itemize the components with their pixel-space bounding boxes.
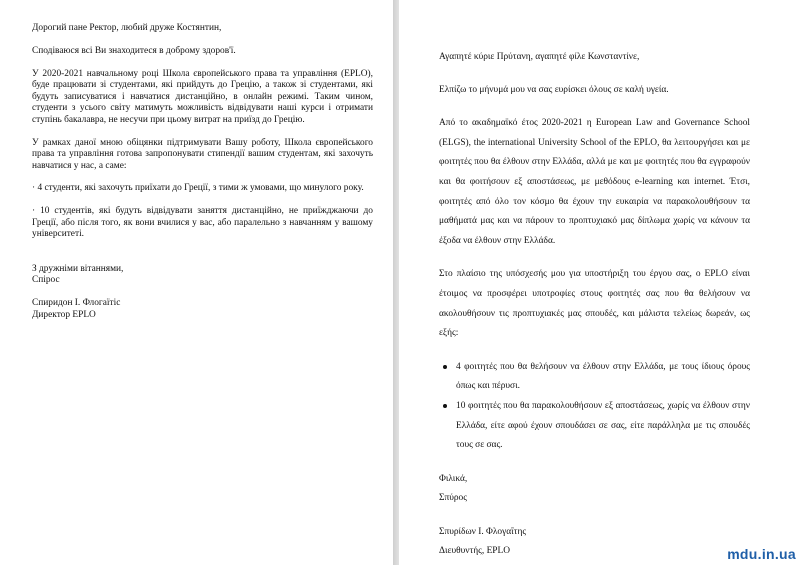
site-watermark: mdu.in.ua — [727, 546, 796, 562]
letter-title: Директор EPLO — [32, 309, 96, 320]
list-item-text: 4 φοιτητές που θα θελήσουν να έλθουν στην Ελλάδα, με τους ίδιους όρους όπως και πέρυσι. — [456, 361, 750, 392]
scholarship-list — [439, 358, 750, 456]
letter-wish-greek: Ελπίζω το μήνυμά μου να σας ευρίσκει όλους σε καλή υγεία. — [439, 84, 669, 95]
letter-greeting-greek: Αγαπητέ κύριε Πρύτανη, αγαπητέ φίλε Κωνσταντίνε, — [439, 52, 640, 62]
greek-letter-page — [399, 0, 800, 565]
letter-full-name-greek: Σπυρίδων Ι. Φλογαΐτης — [439, 526, 527, 537]
letter-wish: Сподіваюся всі Ви знаходитеся в доброму здоров'ї. — [32, 46, 236, 57]
letter-paragraph-2-greek: Στο πλαίσιο της υπόσχεσής μου για υποστήριξη του έργου σας, ο EPLO είναι έτοιμος να προσφέρει υποτροφίες στους φοιτητές σας που θα θελήσουν να ακολουθήσουν τις προπτυχιακές μας σπουδές, και μάλιστα τελείως δωρεάν, ως εξής: — [439, 269, 750, 339]
letter-full-name: Спиридон І. Флогаїтіс — [32, 298, 121, 309]
letter-paragraph-1-greek: Από το ακαδημαϊκό έτος 2020-2021 η European Law and Governance School (ELGS), the international University School of the EPLO, θα λειτουργήσει και με φοιτητές που θα έλθουν στην Ελλάδα, αλλά με και με φοιτητές που θα εγγραφούν και θα φοιτήσουν εξ αποστάσεως, με μεθόδους e-learning και internet. Έτσι, φοιτητές από όλο τον κόσμο θα έχουν την ευκαιρία να παρακολουθήσουν τα μαθήματά μας και να πάρουν το προπτυχιακό μας δίπλωμα χωρίς να κάνουν τα έξοδα να έλθουν στην Ελλάδα. — [439, 118, 750, 246]
letter-title-greek: Διευθυντής, EPLO — [439, 546, 511, 557]
letter-item-1: · 4 студенти, які захочуть приїхати до Греції, з тими ж умовами, що минулого року. — [32, 183, 364, 194]
list-item — [439, 358, 750, 397]
letter-closing-greek: Φιλικά, — [439, 473, 468, 484]
letter-closing: З дружніми вітаннями, — [32, 263, 124, 274]
letter-signature-block — [32, 298, 373, 321]
ukrainian-letter-page — [0, 0, 393, 565]
letter-item-2: · 10 студентів, які будуть відвідувати заняття дистанційно, не приїжджаючи до Греції, або після того, як вони вчилися у вас, або паралельно з навчанням у вашому університеті. — [32, 206, 373, 240]
letter-closing-block-greek — [439, 470, 750, 509]
letter-short-name-greek: Σπύρος — [439, 493, 467, 504]
list-item-text: 10 φοιτητές που θα παρακολουθήσουν εξ αποστάσεως, χωρίς να έλθουν στην Ελλάδα, είτε αφού έχουν σπουδάσει σε σας, είτε παράλληλα με τις σπουδές τους σε σας. — [456, 400, 750, 451]
letter-greeting: Дорогий пане Ректор, любий друже Костянтин, — [32, 23, 222, 33]
bullet-icon — [443, 404, 447, 408]
letter-signature-block-greek — [439, 523, 750, 562]
letter-short-name: Спірос — [32, 275, 60, 286]
letter-paragraph-2: У рамках даної мною обіцянки підтримувати Вашу роботу, Школа європейського права та управління готова запропонувати стипендії вашим студентам, які захочуть навчатися у нас, а саме: — [32, 137, 373, 171]
letter-paragraph-1: У 2020-2021 навчальному році Школа європейського права та управління (EPLO), буде працювати зі студентами, які прийдуть до Грецію, а також зі студентами, які будуть записуватися і навчатися дистанційно, в онлайн режимі. Таким чином, студенти з усього світу матимуть можливість відвідувати наші курси і отримати ступінь бакалавра, не несучи при цьому витрат на приїзд до Грецію. — [32, 68, 373, 125]
bullet-icon — [443, 365, 447, 369]
letter-closing-block — [32, 264, 373, 287]
list-item — [439, 397, 750, 456]
